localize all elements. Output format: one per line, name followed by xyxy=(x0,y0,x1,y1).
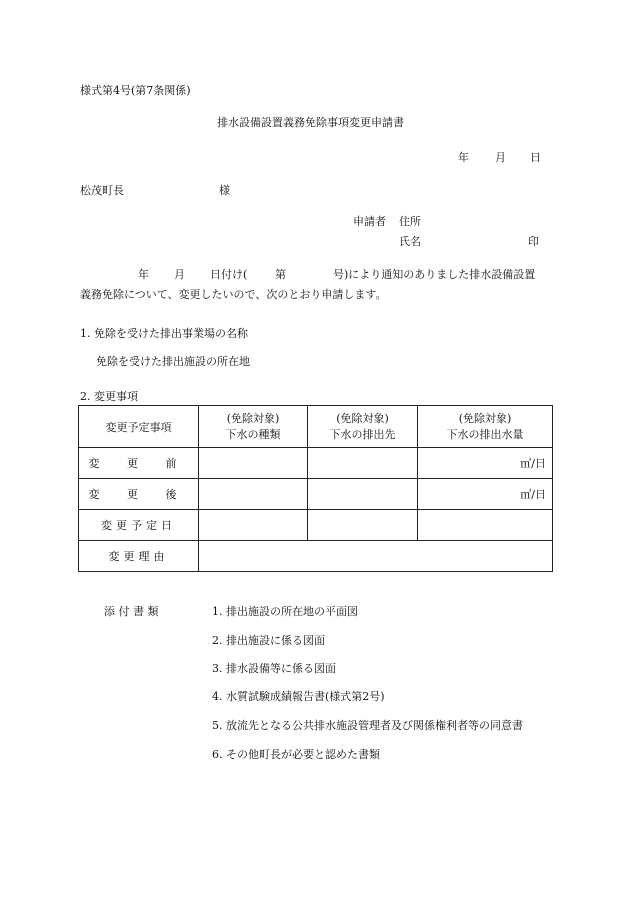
attachments-label: 添 付 書 類 xyxy=(104,605,159,618)
unit-after[interactable]: ㎥/日 xyxy=(418,479,553,510)
list-item: 5. 放流先となる公共排水施設管理者及び関係権利者等の同意書 xyxy=(212,719,523,732)
list-item: 6. その他町長が必要と認めた書類 xyxy=(212,748,380,761)
header-discharge-destination xyxy=(308,406,418,448)
header-sewage-type-note: (免除対象) xyxy=(226,411,280,425)
header-sewage-type-label: 下水の種類 xyxy=(225,427,281,441)
section1-heading: 1. 免除を受けた排出事業場の名称 xyxy=(80,327,248,340)
cell-input[interactable] xyxy=(199,479,308,510)
section2-heading: 2. 変更事項 xyxy=(80,390,138,403)
cell-input[interactable] xyxy=(418,510,553,541)
body-line2: 義務免除について、変更したいので、次のとおり申請します。 xyxy=(80,288,387,301)
list-item: 2. 排出施設に係る図面 xyxy=(212,634,325,647)
header-destination-note: (免除対象) xyxy=(336,411,389,425)
row-label-after: 変 更 後 xyxy=(79,479,199,510)
date-day: 日 xyxy=(530,151,541,164)
document-title: 排水設備設置義務免除事項変更申請書 xyxy=(217,116,404,129)
body-date-ref: 日付け( xyxy=(210,268,248,281)
addressee-name: 松茂町長 xyxy=(80,184,124,197)
header-planned-change: 変更予定事項 xyxy=(79,406,199,448)
list-item: 3. 排水設備等に係る図面 xyxy=(212,662,336,675)
section1-subline: 免除を受けた排出施設の所在地 xyxy=(96,355,250,368)
changes-table xyxy=(78,405,553,572)
body-line1-rest: 号)により通知のありました排水設備設置 xyxy=(333,268,536,281)
date-month: 月 xyxy=(495,151,506,164)
table-header-row xyxy=(79,406,553,448)
header-discharge-volume xyxy=(418,406,553,448)
table-row xyxy=(79,541,553,572)
row-label-planned-date: 変更予定日 xyxy=(79,510,199,541)
table-row xyxy=(79,510,553,541)
table-row xyxy=(79,448,553,479)
table-row xyxy=(79,479,553,510)
cell-input[interactable] xyxy=(308,448,418,479)
cell-input[interactable] xyxy=(308,479,418,510)
unit-before[interactable]: ㎥/日 xyxy=(418,448,553,479)
row-label-reason: 変更理由 xyxy=(79,541,199,572)
applicant-label: 申請者 xyxy=(353,215,386,228)
body-month: 月 xyxy=(174,268,185,281)
header-volume-note: (免除対象) xyxy=(458,411,512,425)
body-year: 年 xyxy=(138,268,149,281)
date-year: 年 xyxy=(458,151,469,164)
seal-mark: 印 xyxy=(528,235,539,248)
cell-input[interactable] xyxy=(199,448,308,479)
header-volume-label: 下水の排出水量 xyxy=(446,427,524,441)
applicant-name-label: 氏名 xyxy=(399,235,421,248)
cell-input[interactable] xyxy=(308,510,418,541)
header-sewage-type xyxy=(199,406,308,448)
row-label-before: 変 更 前 xyxy=(79,448,199,479)
header-destination-label: 下水の排出先 xyxy=(329,427,396,441)
list-item: 1. 排出施設の所在地の平面図 xyxy=(212,605,358,618)
list-item: 4. 水質試験成績報告書(様式第2号) xyxy=(212,690,385,703)
body-number-prefix: 第 xyxy=(275,268,286,281)
form-reference: 様式第4号(第7条関係) xyxy=(80,84,191,97)
reason-input[interactable] xyxy=(199,541,553,572)
applicant-address-label: 住所 xyxy=(399,215,421,228)
addressee-honorific: 様 xyxy=(219,184,230,197)
cell-input[interactable] xyxy=(199,510,308,541)
